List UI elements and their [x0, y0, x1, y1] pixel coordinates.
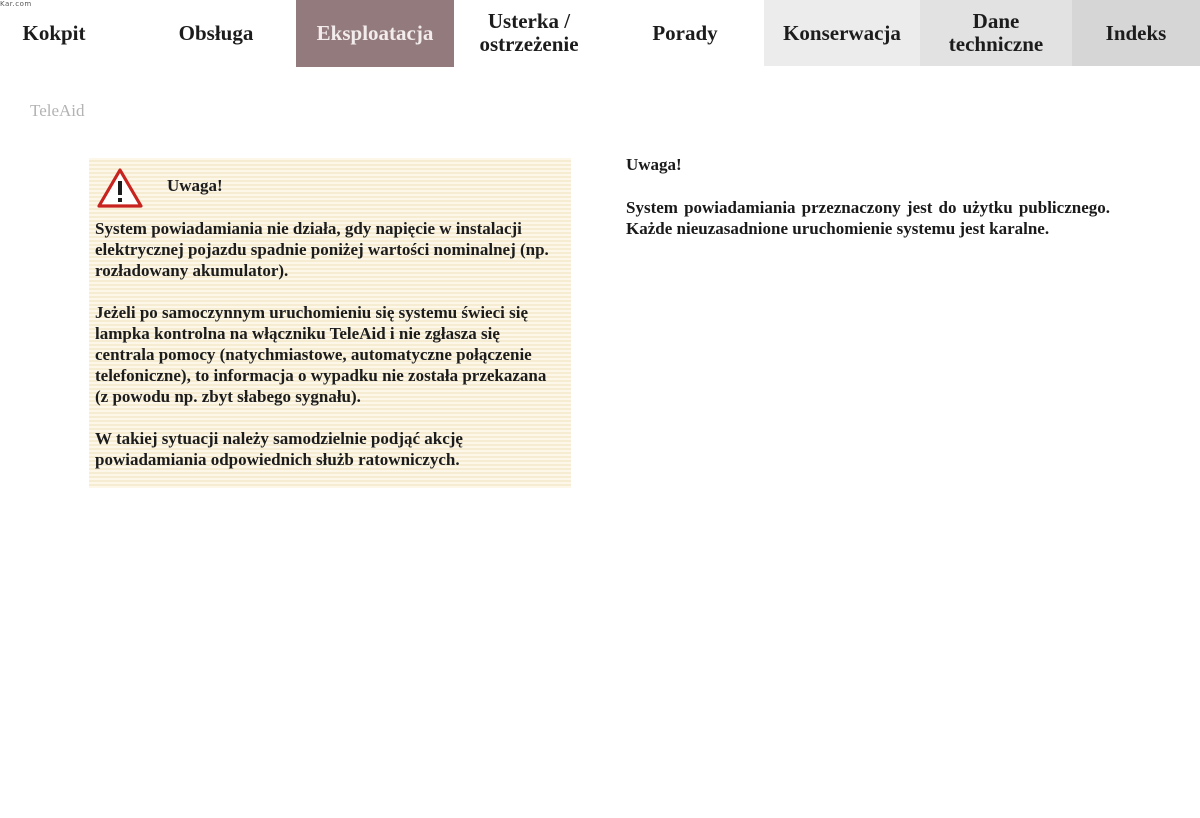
section-title: TeleAid: [30, 101, 85, 120]
tab-porady[interactable]: [606, 0, 764, 66]
tab-label: Konserwacja: [783, 20, 901, 45]
tab-label: Eksploatacja: [316, 21, 434, 45]
right-note-heading: Uwaga!: [626, 155, 682, 174]
warning-paragraph: System powiadamiania nie działa, gdy napięcie w instalacji elektrycznej pojazdu spadnie poniżej wartości nominalnej (np. rozładowany akumulator).: [95, 219, 549, 280]
tab-label: Porady: [652, 20, 718, 45]
tab-eksploatacja[interactable]: [296, 0, 454, 67]
warning-heading: Uwaga!: [167, 176, 223, 195]
tab-usterka-ostrzezenie[interactable]: [458, 0, 600, 66]
tab-label: Indeks: [1105, 20, 1167, 45]
tab-indeks[interactable]: [1072, 0, 1200, 66]
corner-watermark: Kar.com: [0, 0, 32, 8]
tab-dane-techniczne[interactable]: [920, 0, 1072, 66]
warning-paragraph: Jeżeli po samoczynnym uruchomieniu się systemu świeci się lampka kontrolna na włączniku TeleAid i nie zgłasza się centrala pomocy (natychmiastowe, automatyczne połączenie telefoniczne), to informacja o wypadku nie została przekazana (z powodu np. zbyt słabego sygnału).: [95, 303, 547, 406]
tab-label: Kokpit: [22, 20, 86, 45]
tab-label: Usterka / ostrzeżenie: [479, 9, 579, 56]
tab-label: Dane techniczne: [948, 9, 1044, 56]
warning-body: [95, 218, 563, 491]
chapter-navigation: [0, 0, 1200, 66]
tab-kokpit[interactable]: [0, 0, 108, 66]
warning-triangle-icon: [97, 168, 143, 208]
tab-konserwacja[interactable]: [764, 0, 920, 66]
tab-label: Obsługa: [178, 20, 254, 45]
warning-paragraph: W takiej sytuacji należy samodzielnie podjąć akcję powiadamiania odpowiednich służb ratowniczych.: [95, 429, 463, 469]
warning-box: [89, 158, 571, 488]
right-note-text: System powiadamiania przeznaczony jest do użytku publicznego. Każde nieuzasadnione uruchomienie systemu jest karalne.: [626, 198, 1110, 238]
tab-obsluga[interactable]: [130, 0, 302, 66]
right-note: [626, 154, 1110, 239]
